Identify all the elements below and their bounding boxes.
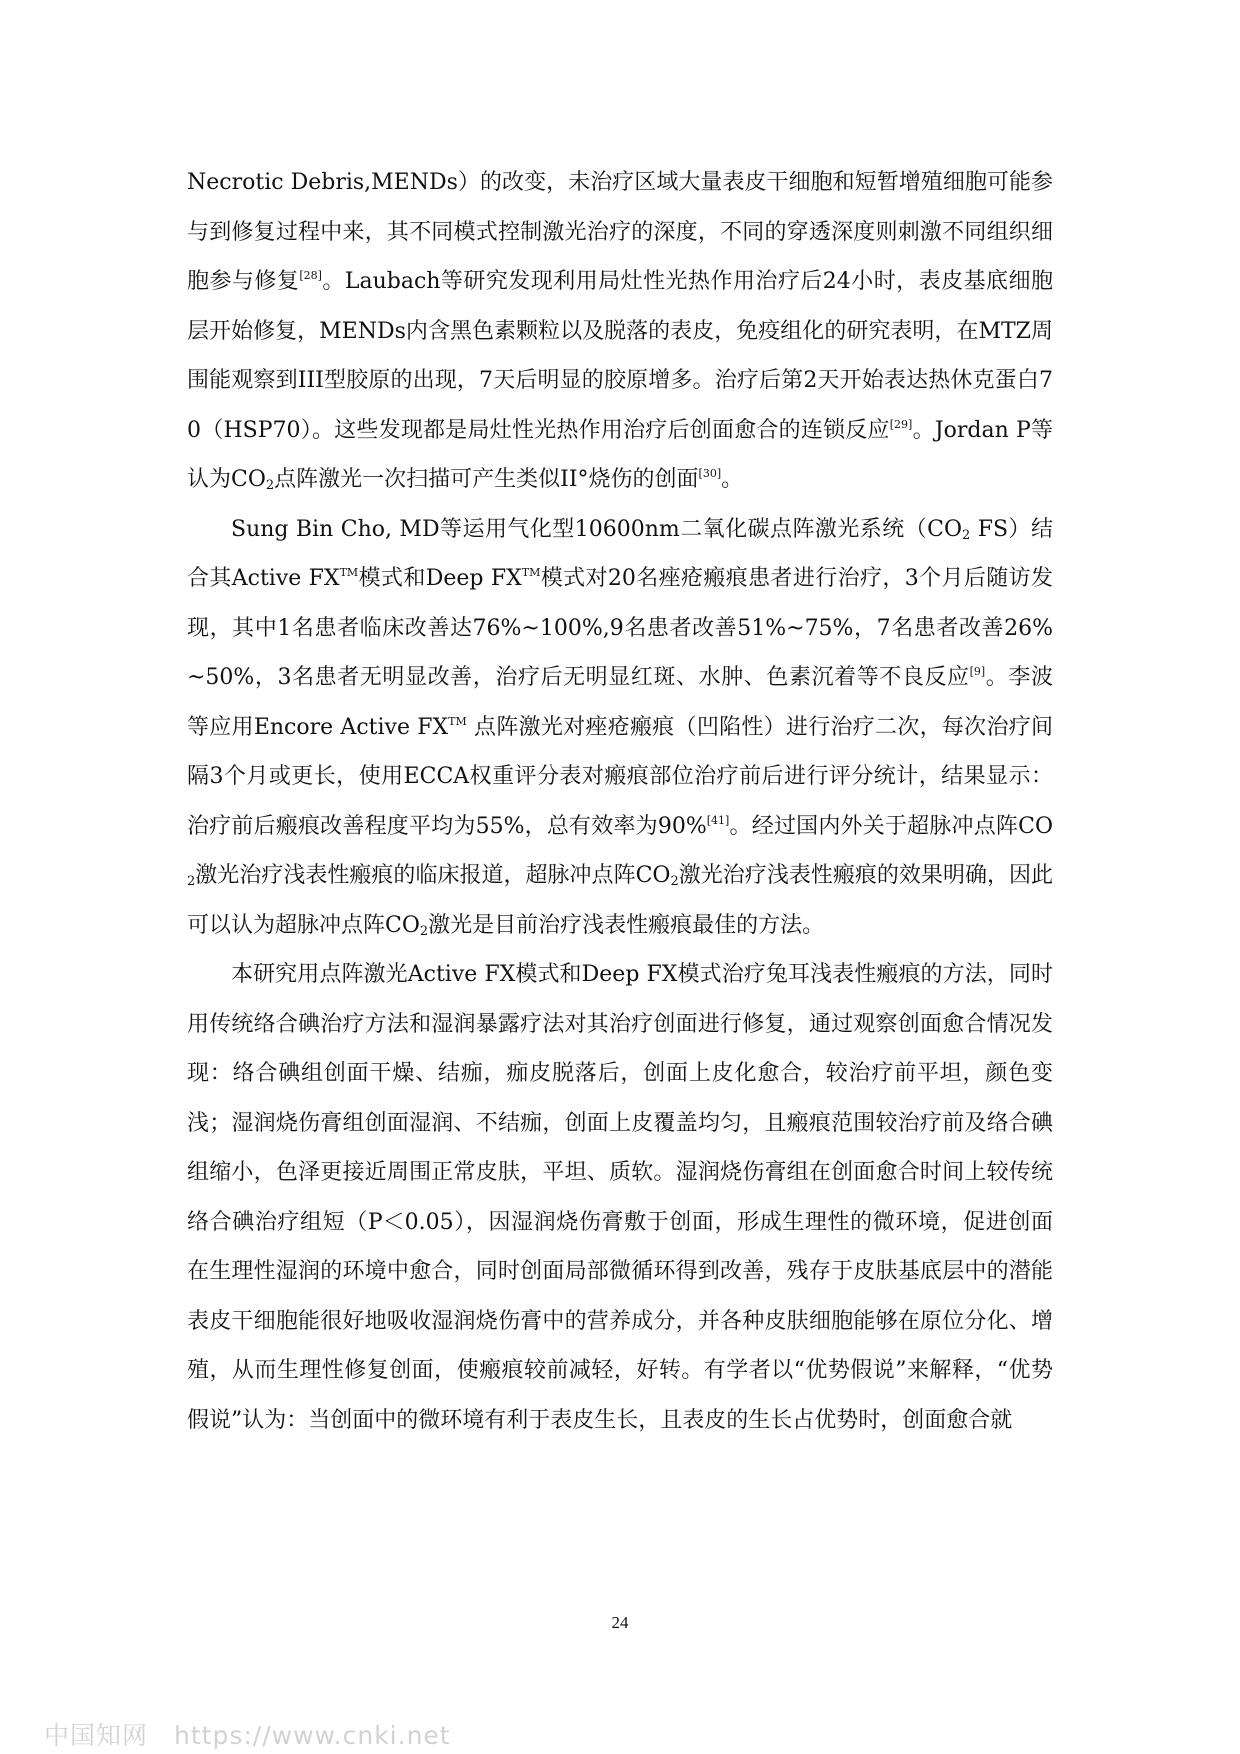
- citation-ref: [28]: [299, 269, 322, 282]
- citation-ref: [29]: [889, 417, 913, 431]
- cnki-watermark: [44, 1716, 477, 1752]
- watermark-site-name: 中国知网: [44, 1721, 149, 1750]
- paragraph-3: [187, 950, 1053, 1445]
- page-number: 24: [611, 1613, 629, 1632]
- paragraph-text: 。Jordan P等认为CO: [187, 417, 1053, 492]
- paragraph-1: [187, 158, 1053, 505]
- citation-ref: [41]: [706, 813, 730, 827]
- watermark-url: https://www.cnki.net: [174, 1721, 451, 1750]
- paragraph-text: 。李波等应用Encore Active FX: [187, 665, 1053, 740]
- paragraph-text: 激光治疗浅表性瘢痕的临床报道，超脉冲点阵CO: [195, 863, 671, 888]
- chemical-subscript: 2: [670, 874, 679, 889]
- citation-ref: [30]: [698, 467, 722, 480]
- paragraph-text: Necrotic Debris,MENDs）的改变，未治疗区域大量表皮干细胞和短暂增殖细胞可能参与到修复过程中来，其不同模式控制激光治疗的深度，不同的穿透深度则刺激不同组织细胞参与修复: [187, 170, 1053, 294]
- chemical-subscript: 2: [962, 527, 971, 543]
- paragraph-text: 模式和Deep FX: [358, 566, 522, 591]
- trademark-mark: TM: [339, 566, 359, 579]
- chemical-subscript: 2: [419, 923, 429, 939]
- paragraph-text: 。Laubach等研究发现利用局灶性光热作用治疗后24小时，表皮基底细胞层开始修复，MENDs内含黑色素颗粒以及脱落的表皮，免疫组化的研究表明，在MTZ周围能观察到III型胶原的出现，7天后明显的胶原增多。治疗后第2天开始表达热休克蛋白70（HSP70）。这些发现都是局灶性光热作用治疗后创面愈合的连锁反应: [187, 269, 1053, 443]
- paragraph-2: [187, 505, 1053, 951]
- paragraph-text: 点阵激光对痤疮瘢痕（凹陷性）进行治疗二次，每次治疗间隔3个月或更长，使用ECCA权重评分表对瘢痕部位治疗前后进行评分统计，结果显示：治疗前后瘢痕改善程度平均为55%，总有效率为90%: [187, 714, 1053, 839]
- paragraph-text: 。: [721, 467, 744, 492]
- citation-ref: [9]: [969, 665, 986, 678]
- paragraph-text: 点阵激光一次扫描可产生类似II°烧伤的创面: [274, 467, 699, 492]
- chemical-subscript: 2: [265, 478, 275, 493]
- paragraph-text: Sung Bin Cho, MD等运用气化型10600nm二氧化碳点阵激光系统（CO: [231, 516, 963, 542]
- paragraph-text: 。经过国内外关于超脉冲点阵CO: [729, 813, 1053, 839]
- paragraph-text: FS）结合其Active FX: [187, 516, 1053, 591]
- trademark-mark: TM: [521, 566, 541, 579]
- document-body: [187, 158, 1053, 1445]
- paragraph-text: 本研究用点阵激光Active FX模式和Deep FX模式治疗兔耳浅表性瘢痕的方法，同时用传统络合碘治疗方法和湿润暴露疗法对其治疗创面进行修复，通过观察创面愈合情况发现：络合碘组创面干燥、结痂，痂皮脱落后，创面上皮化愈合，较治疗前平坦，颜色变浅；湿润烧伤膏组创面湿润、不结痂，创面上皮覆盖均匀，且瘢痕范围较治疗前及络合碘组缩小，色泽更接近周围正常皮肤，平坦、质软。湿润烧伤膏组在创面愈合时间上较传统络合碘治疗组短（P＜0.05），因湿润烧伤膏敷于创面，形成生理性的微环境，促进创面在生理性湿润的环境中愈合，同时创面局部微循环得到改善，残存于皮肤基底层中的潜能表皮干细胞能很好地吸收湿润烧伤膏中的营养成分，并各种皮肤细胞能够在原位分化、增殖，从而生理性修复创面，使瘢痕较前减轻，好转。有学者以“优势假说”来解释，“优势假说”认为：当创面中的微环境有利于表皮生长，且表皮的生长占优势时，创面愈合就: [187, 962, 1053, 1433]
- chemical-subscript: 2: [187, 874, 196, 889]
- trademark-mark: TM: [448, 714, 467, 728]
- paragraph-text: 模式对20名痤疮瘢痕患者进行治疗，3个月后随访发现，其中1名患者临床改善达76%~100%,9名患者改善51%~75%，7名患者改善26%~50%，3名患者无明显改善，治疗后无明显红斑、水肿、色素沉着等不良反应: [187, 566, 1053, 690]
- paragraph-text: 激光是目前治疗浅表性瘢痕最佳的方法。: [428, 912, 825, 938]
- paragraph-text: 激光治疗浅表性瘢痕的效果明确，因此可以认为超脉冲点阵CO: [187, 863, 1053, 938]
